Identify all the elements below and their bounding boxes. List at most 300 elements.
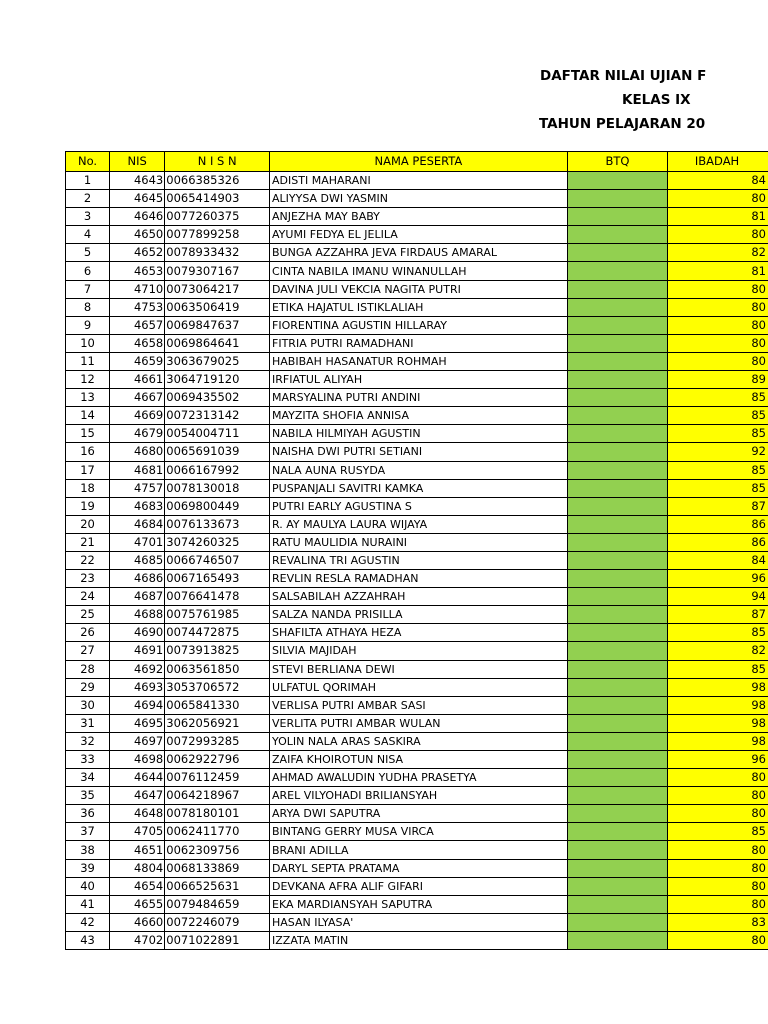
- cell-ibadah: 82: [668, 244, 768, 262]
- cell-no: 19: [66, 497, 110, 515]
- cell-nama: SHAFILTA ATHAYA HEZA: [270, 624, 568, 642]
- cell-nisn: 0069435502: [165, 389, 270, 407]
- cell-ibadah: 85: [668, 407, 768, 425]
- header-nama: NAMA PESERTA: [270, 152, 568, 172]
- academic-year-title: TAHUN PELAJARAN 20: [539, 116, 706, 132]
- cell-btq: [567, 352, 667, 370]
- cell-nis: 4646: [110, 208, 165, 226]
- cell-no: 24: [66, 588, 110, 606]
- table-row: [66, 425, 768, 443]
- cell-ibadah: 85: [668, 389, 768, 407]
- cell-nisn: 0079307167: [165, 262, 270, 280]
- cell-no: 23: [66, 570, 110, 588]
- cell-ibadah: 85: [668, 461, 768, 479]
- table-row: [66, 190, 768, 208]
- cell-nama: NALA AUNA RUSYDA: [270, 461, 568, 479]
- table-row: [66, 407, 768, 425]
- cell-nis: 4658: [110, 334, 165, 352]
- table-row: [66, 678, 768, 696]
- cell-nis: 4655: [110, 895, 165, 913]
- cell-ibadah: 80: [668, 859, 768, 877]
- cell-ibadah: 81: [668, 208, 768, 226]
- header-nisn: N I S N: [165, 152, 270, 172]
- cell-nisn: 0066746507: [165, 551, 270, 569]
- cell-nisn: 0054004711: [165, 425, 270, 443]
- table-row: [66, 461, 768, 479]
- cell-no: 5: [66, 244, 110, 262]
- table-row: [66, 588, 768, 606]
- cell-no: 17: [66, 461, 110, 479]
- cell-ibadah: 96: [668, 570, 768, 588]
- cell-btq: [567, 877, 667, 895]
- cell-nama: VERLITA PUTRI AMBAR WULAN: [270, 714, 568, 732]
- cell-no: 42: [66, 913, 110, 931]
- table-row: [66, 352, 768, 370]
- cell-no: 43: [66, 931, 110, 949]
- table-row: [66, 226, 768, 244]
- table-row: [66, 859, 768, 877]
- cell-no: 14: [66, 407, 110, 425]
- cell-nama: BRANI ADILLA: [270, 841, 568, 859]
- cell-no: 33: [66, 751, 110, 769]
- cell-nama: REVALINA TRI AGUSTIN: [270, 551, 568, 569]
- cell-ibadah: 80: [668, 805, 768, 823]
- table-row: [66, 533, 768, 551]
- cell-btq: [567, 805, 667, 823]
- cell-no: 28: [66, 660, 110, 678]
- cell-nis: 4710: [110, 280, 165, 298]
- cell-ibadah: 80: [668, 226, 768, 244]
- cell-nama: BUNGA AZZAHRA JEVA FIRDAUS AMARAL: [270, 244, 568, 262]
- cell-no: 26: [66, 624, 110, 642]
- cell-btq: [567, 769, 667, 787]
- class-title: KELAS IX: [622, 92, 691, 108]
- table-row: [66, 570, 768, 588]
- table-row: [66, 769, 768, 787]
- cell-nisn: 0069864641: [165, 334, 270, 352]
- cell-ibadah: 92: [668, 443, 768, 461]
- cell-no: 8: [66, 298, 110, 316]
- cell-nisn: 0069800449: [165, 497, 270, 515]
- cell-btq: [567, 823, 667, 841]
- cell-btq: [567, 244, 667, 262]
- cell-ibadah: 89: [668, 371, 768, 389]
- cell-nisn: 0076641478: [165, 588, 270, 606]
- cell-btq: [567, 588, 667, 606]
- cell-nama: AHMAD AWALUDIN YUDHA PRASETYA: [270, 769, 568, 787]
- cell-nisn: 0065691039: [165, 443, 270, 461]
- table-row: [66, 244, 768, 262]
- cell-nisn: 0063561850: [165, 660, 270, 678]
- table-row: [66, 823, 768, 841]
- cell-btq: [567, 570, 667, 588]
- cell-no: 41: [66, 895, 110, 913]
- cell-nis: 4648: [110, 805, 165, 823]
- cell-nama: ULFATUL QORIMAH: [270, 678, 568, 696]
- table-row: [66, 660, 768, 678]
- cell-no: 22: [66, 551, 110, 569]
- cell-nisn: 0075761985: [165, 606, 270, 624]
- cell-no: 18: [66, 479, 110, 497]
- cell-nis: 4667: [110, 389, 165, 407]
- cell-nisn: 0065414903: [165, 190, 270, 208]
- cell-nisn: 0073913825: [165, 642, 270, 660]
- cell-nisn: 0077899258: [165, 226, 270, 244]
- score-table: [65, 151, 768, 950]
- table-row: [66, 624, 768, 642]
- cell-ibadah: 94: [668, 588, 768, 606]
- cell-nis: 4694: [110, 696, 165, 714]
- cell-nama: ALIYYSA DWI YASMIN: [270, 190, 568, 208]
- cell-nama: BINTANG GERRY MUSA VIRCA: [270, 823, 568, 841]
- cell-no: 30: [66, 696, 110, 714]
- cell-btq: [567, 841, 667, 859]
- cell-nisn: 0076112459: [165, 769, 270, 787]
- cell-ibadah: 85: [668, 425, 768, 443]
- cell-ibadah: 83: [668, 913, 768, 931]
- cell-ibadah: 80: [668, 316, 768, 334]
- cell-nis: 4661: [110, 371, 165, 389]
- cell-btq: [567, 551, 667, 569]
- cell-nisn: 0077260375: [165, 208, 270, 226]
- cell-nis: 4685: [110, 551, 165, 569]
- cell-ibadah: 98: [668, 714, 768, 732]
- cell-no: 6: [66, 262, 110, 280]
- cell-nama: DEVKANA AFRA ALIF GIFARI: [270, 877, 568, 895]
- cell-nisn: 0068133869: [165, 859, 270, 877]
- cell-no: 36: [66, 805, 110, 823]
- cell-ibadah: 82: [668, 642, 768, 660]
- cell-nis: 4804: [110, 859, 165, 877]
- cell-nis: 4653: [110, 262, 165, 280]
- cell-nisn: 0063506419: [165, 298, 270, 316]
- cell-no: 12: [66, 371, 110, 389]
- cell-ibadah: 98: [668, 696, 768, 714]
- cell-ibadah: 85: [668, 823, 768, 841]
- cell-nis: 4679: [110, 425, 165, 443]
- cell-nisn: 0076133673: [165, 515, 270, 533]
- cell-nama: AYUMI FEDYA EL JELILA: [270, 226, 568, 244]
- cell-btq: [567, 696, 667, 714]
- cell-btq: [567, 913, 667, 931]
- cell-btq: [567, 714, 667, 732]
- cell-nisn: 3062056921: [165, 714, 270, 732]
- cell-no: 32: [66, 732, 110, 750]
- cell-nisn: 0071022891: [165, 931, 270, 949]
- cell-nisn: 0078130018: [165, 479, 270, 497]
- table-row: [66, 606, 768, 624]
- cell-no: 31: [66, 714, 110, 732]
- table-header-row: [66, 152, 768, 172]
- cell-no: 10: [66, 334, 110, 352]
- cell-no: 27: [66, 642, 110, 660]
- cell-no: 9: [66, 316, 110, 334]
- table-row: [66, 371, 768, 389]
- cell-nis: 4654: [110, 877, 165, 895]
- cell-btq: [567, 389, 667, 407]
- cell-no: 37: [66, 823, 110, 841]
- cell-ibadah: 80: [668, 352, 768, 370]
- cell-btq: [567, 751, 667, 769]
- cell-nama: VERLISA PUTRI AMBAR SASI: [270, 696, 568, 714]
- cell-nis: 4660: [110, 913, 165, 931]
- cell-btq: [567, 642, 667, 660]
- cell-ibadah: 80: [668, 895, 768, 913]
- cell-ibadah: 84: [668, 551, 768, 569]
- cell-no: 29: [66, 678, 110, 696]
- cell-ibadah: 84: [668, 172, 768, 190]
- cell-no: 3: [66, 208, 110, 226]
- cell-nama: MARSYALINA PUTRI ANDINI: [270, 389, 568, 407]
- cell-nis: 4757: [110, 479, 165, 497]
- cell-btq: [567, 533, 667, 551]
- cell-nisn: 0072246079: [165, 913, 270, 931]
- table-row: [66, 895, 768, 913]
- cell-nisn: 3074260325: [165, 533, 270, 551]
- cell-nis: 4705: [110, 823, 165, 841]
- cell-ibadah: 80: [668, 190, 768, 208]
- cell-ibadah: 87: [668, 606, 768, 624]
- table-row: [66, 262, 768, 280]
- cell-nama: MAYZITA SHOFIA ANNISA: [270, 407, 568, 425]
- cell-nisn: 0073064217: [165, 280, 270, 298]
- header-ibadah: IBADAH: [668, 152, 768, 172]
- table-row: [66, 334, 768, 352]
- cell-btq: [567, 859, 667, 877]
- table-row: [66, 751, 768, 769]
- cell-no: 38: [66, 841, 110, 859]
- cell-nisn: 0067165493: [165, 570, 270, 588]
- table-row: [66, 805, 768, 823]
- cell-ibadah: 85: [668, 624, 768, 642]
- cell-nama: SALZA NANDA PRISILLA: [270, 606, 568, 624]
- table-row: [66, 316, 768, 334]
- cell-btq: [567, 515, 667, 533]
- cell-ibadah: 80: [668, 877, 768, 895]
- cell-nisn: 0066525631: [165, 877, 270, 895]
- cell-ibadah: 86: [668, 515, 768, 533]
- cell-btq: [567, 660, 667, 678]
- cell-nama: STEVI BERLIANA DEWI: [270, 660, 568, 678]
- table-row: [66, 551, 768, 569]
- cell-nama: CINTA NABILA IMANU WINANULLAH: [270, 262, 568, 280]
- cell-btq: [567, 931, 667, 949]
- cell-nisn: 0072313142: [165, 407, 270, 425]
- cell-btq: [567, 371, 667, 389]
- cell-ibadah: 96: [668, 751, 768, 769]
- cell-nisn: 0064218967: [165, 787, 270, 805]
- cell-nisn: 0072993285: [165, 732, 270, 750]
- table-row: [66, 208, 768, 226]
- cell-ibadah: 80: [668, 280, 768, 298]
- cell-nis: 4698: [110, 751, 165, 769]
- cell-nisn: 0062309756: [165, 841, 270, 859]
- cell-btq: [567, 787, 667, 805]
- cell-nis: 4695: [110, 714, 165, 732]
- cell-nama: FIORENTINA AGUSTIN HILLARAY: [270, 316, 568, 334]
- cell-nis: 4657: [110, 316, 165, 334]
- cell-nisn: 3063679025: [165, 352, 270, 370]
- cell-nama: R. AY MAULYA LAURA WIJAYA: [270, 515, 568, 533]
- cell-ibadah: 86: [668, 533, 768, 551]
- cell-nis: 4644: [110, 769, 165, 787]
- cell-nis: 4652: [110, 244, 165, 262]
- cell-nama: NABILA HILMIYAH AGUSTIN: [270, 425, 568, 443]
- table-row: [66, 172, 768, 190]
- cell-btq: [567, 208, 667, 226]
- cell-no: 35: [66, 787, 110, 805]
- table-row: [66, 479, 768, 497]
- table-row: [66, 714, 768, 732]
- cell-nis: 4684: [110, 515, 165, 533]
- cell-nis: 4702: [110, 931, 165, 949]
- table-row: [66, 389, 768, 407]
- cell-no: 20: [66, 515, 110, 533]
- cell-nama: PUTRI EARLY AGUSTINA S: [270, 497, 568, 515]
- cell-nis: 4650: [110, 226, 165, 244]
- cell-ibadah: 98: [668, 732, 768, 750]
- cell-no: 21: [66, 533, 110, 551]
- cell-no: 4: [66, 226, 110, 244]
- cell-ibadah: 85: [668, 660, 768, 678]
- cell-nama: HASAN ILYASA': [270, 913, 568, 931]
- cell-nis: 4693: [110, 678, 165, 696]
- cell-nama: ARYA DWI SAPUTRA: [270, 805, 568, 823]
- cell-nama: IRFIATUL ALIYAH: [270, 371, 568, 389]
- cell-nama: HABIBAH HASANATUR ROHMAH: [270, 352, 568, 370]
- cell-ibadah: 80: [668, 769, 768, 787]
- cell-nisn: 0079484659: [165, 895, 270, 913]
- cell-no: 15: [66, 425, 110, 443]
- header-nis: NIS: [110, 152, 165, 172]
- cell-nis: 4659: [110, 352, 165, 370]
- cell-nisn: 0078180101: [165, 805, 270, 823]
- cell-nis: 4701: [110, 533, 165, 551]
- cell-nis: 4651: [110, 841, 165, 859]
- cell-nama: SALSABILAH AZZAHRAH: [270, 588, 568, 606]
- cell-nis: 4680: [110, 443, 165, 461]
- cell-no: 34: [66, 769, 110, 787]
- cell-btq: [567, 425, 667, 443]
- cell-btq: [567, 334, 667, 352]
- cell-btq: [567, 479, 667, 497]
- cell-no: 1: [66, 172, 110, 190]
- cell-nis: 4690: [110, 624, 165, 642]
- cell-btq: [567, 606, 667, 624]
- cell-nama: REVLIN RESLA RAMADHAN: [270, 570, 568, 588]
- cell-nisn: 3053706572: [165, 678, 270, 696]
- cell-nama: ADISTI MAHARANI: [270, 172, 568, 190]
- cell-btq: [567, 461, 667, 479]
- cell-nis: 4686: [110, 570, 165, 588]
- cell-ibadah: 80: [668, 787, 768, 805]
- cell-btq: [567, 298, 667, 316]
- cell-nis: 4691: [110, 642, 165, 660]
- cell-nis: 4697: [110, 732, 165, 750]
- document-title: DAFTAR NILAI UJIAN F: [540, 68, 707, 84]
- cell-nama: RATU MAULIDIA NURAINI: [270, 533, 568, 551]
- cell-btq: [567, 732, 667, 750]
- cell-ibadah: 87: [668, 497, 768, 515]
- cell-nisn: 0062922796: [165, 751, 270, 769]
- cell-nisn: 0065841330: [165, 696, 270, 714]
- cell-ibadah: 98: [668, 678, 768, 696]
- cell-ibadah: 80: [668, 841, 768, 859]
- cell-nis: 4681: [110, 461, 165, 479]
- cell-ibadah: 80: [668, 931, 768, 949]
- table-row: [66, 732, 768, 750]
- cell-btq: [567, 443, 667, 461]
- cell-nama: AREL VILYOHADI BRILIANSYAH: [270, 787, 568, 805]
- cell-btq: [567, 497, 667, 515]
- cell-nis: 4753: [110, 298, 165, 316]
- table-row: [66, 280, 768, 298]
- cell-nisn: 0078933432: [165, 244, 270, 262]
- cell-btq: [567, 316, 667, 334]
- cell-btq: [567, 407, 667, 425]
- cell-nis: 4643: [110, 172, 165, 190]
- cell-nama: EKA MARDIANSYAH SAPUTRA: [270, 895, 568, 913]
- cell-nis: 4647: [110, 787, 165, 805]
- header-btq: BTQ: [567, 152, 667, 172]
- cell-nisn: 0062411770: [165, 823, 270, 841]
- cell-btq: [567, 624, 667, 642]
- cell-btq: [567, 895, 667, 913]
- cell-nisn: 0066167992: [165, 461, 270, 479]
- cell-nis: 4645: [110, 190, 165, 208]
- cell-btq: [567, 226, 667, 244]
- table-row: [66, 515, 768, 533]
- cell-nama: PUSPANJALI SAVITRI KAMKA: [270, 479, 568, 497]
- cell-no: 25: [66, 606, 110, 624]
- cell-btq: [567, 172, 667, 190]
- cell-nisn: 0074472875: [165, 624, 270, 642]
- cell-no: 13: [66, 389, 110, 407]
- cell-nama: IZZATA MATIN: [270, 931, 568, 949]
- cell-no: 11: [66, 352, 110, 370]
- cell-btq: [567, 262, 667, 280]
- cell-btq: [567, 678, 667, 696]
- cell-ibadah: 80: [668, 298, 768, 316]
- cell-nis: 4683: [110, 497, 165, 515]
- cell-nama: DAVINA JULI VEKCIA NAGITA PUTRI: [270, 280, 568, 298]
- table-row: [66, 443, 768, 461]
- cell-nama: ANJEZHA MAY BABY: [270, 208, 568, 226]
- cell-nama: ZAIFA KHOIROTUN NISA: [270, 751, 568, 769]
- table-row: [66, 497, 768, 515]
- cell-nama: YOLIN NALA ARAS SASKIRA: [270, 732, 568, 750]
- cell-nama: SILVIA MAJIDAH: [270, 642, 568, 660]
- cell-no: 39: [66, 859, 110, 877]
- cell-nisn: 3064719120: [165, 371, 270, 389]
- cell-no: 7: [66, 280, 110, 298]
- cell-nis: 4688: [110, 606, 165, 624]
- table-row: [66, 877, 768, 895]
- table-row: [66, 913, 768, 931]
- cell-nama: NAISHA DWI PUTRI SETIANI: [270, 443, 568, 461]
- table-row: [66, 787, 768, 805]
- cell-no: 16: [66, 443, 110, 461]
- cell-nis: 4669: [110, 407, 165, 425]
- cell-ibadah: 85: [668, 479, 768, 497]
- cell-nama: ETIKA HAJATUL ISTIKLALIAH: [270, 298, 568, 316]
- cell-no: 40: [66, 877, 110, 895]
- cell-nisn: 0069847637: [165, 316, 270, 334]
- cell-nama: DARYL SEPTA PRATAMA: [270, 859, 568, 877]
- cell-no: 2: [66, 190, 110, 208]
- cell-nis: 4692: [110, 660, 165, 678]
- cell-ibadah: 81: [668, 262, 768, 280]
